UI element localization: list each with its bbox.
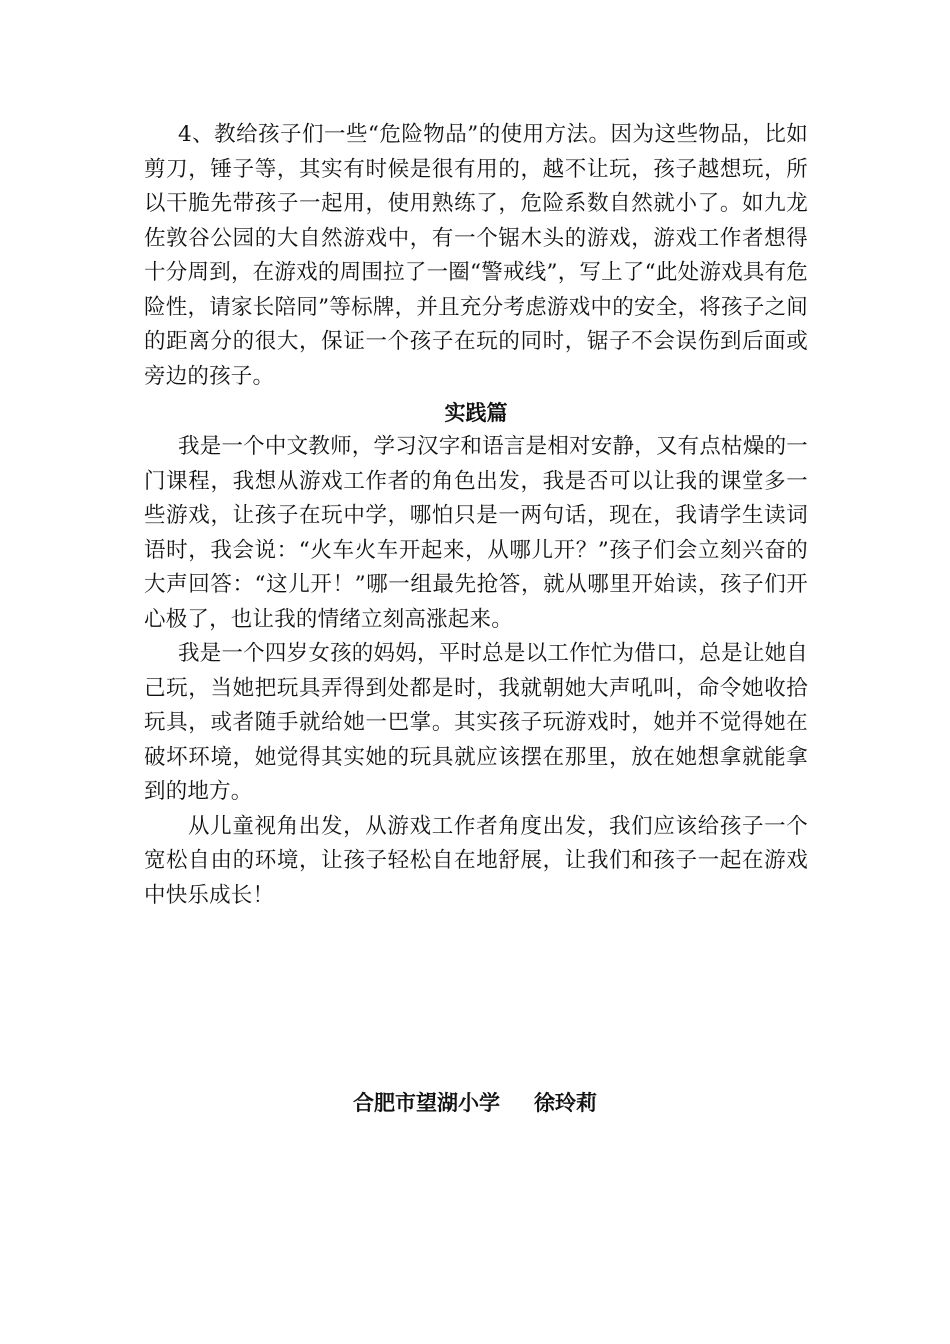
signature-author: 徐玲莉 <box>534 1091 597 1115</box>
document-body <box>144 118 808 913</box>
signature-school: 合肥市望湖小学 <box>353 1091 500 1115</box>
section-heading: 实践篇 <box>444 401 508 425</box>
paragraph-dangerous-items: 4、教给孩子们一些“危险物品”的使用方法。因为这些物品，比如剪刀，锤子等，其实有时候是很有用的，越不让玩，孩子越想玩，所以干脆先带孩子一起用，使用熟练了，危险系数自然就小了。如九龙佐敦谷公园的大自然游戏中，有一个锯木头的游戏，游戏工作者想得十分周到，在游戏的周围拉了一圈“警戒线”，写上了“此处游戏具有危险性，请家长陪同”等标牌，并且充分考虑游戏中的安全，将孩子之间的距离分的很大，保证一个孩子在玩的同时，锯子不会误伤到后面或旁边的孩子。 <box>144 122 808 389</box>
paragraph-teacher: 我是一个中文教师，学习汉字和语言是相对安静，又有点枯燥的一门课程，我想从游戏工作者的角色出发，我是否可以让我的课堂多一些游戏，让孩子在玩中学，哪怕只是一两句话，现在，我请学生读词语时，我会说：“火车火车开起来，从哪儿开？”孩子们会立刻兴奋的大声回答：“这儿开！”哪一组最先抢答，就从哪里开始读，孩子们开心极了，也让我的情绪立刻高涨起来。 <box>144 434 808 632</box>
signature-line <box>0 1086 950 1120</box>
paragraph-mother: 我是一个四岁女孩的妈妈，平时总是以工作忙为借口，总是让她自己玩，当她把玩具弄得到处都是时，我就朝她大声吼叫，命令她收拾玩具，或者随手就给她一巴掌。其实孩子玩游戏时，她并不觉得她在破坏环境，她觉得其实她的玩具就应该摆在那里，放在她想拿就能拿到的地方。 <box>144 641 808 804</box>
paragraph-conclusion: 从儿童视角出发，从游戏工作者角度出发，我们应该给孩子一个宽松自由的环境，让孩子轻松自在地舒展，让我们和孩子一起在游戏中快乐成长！ <box>144 813 808 908</box>
